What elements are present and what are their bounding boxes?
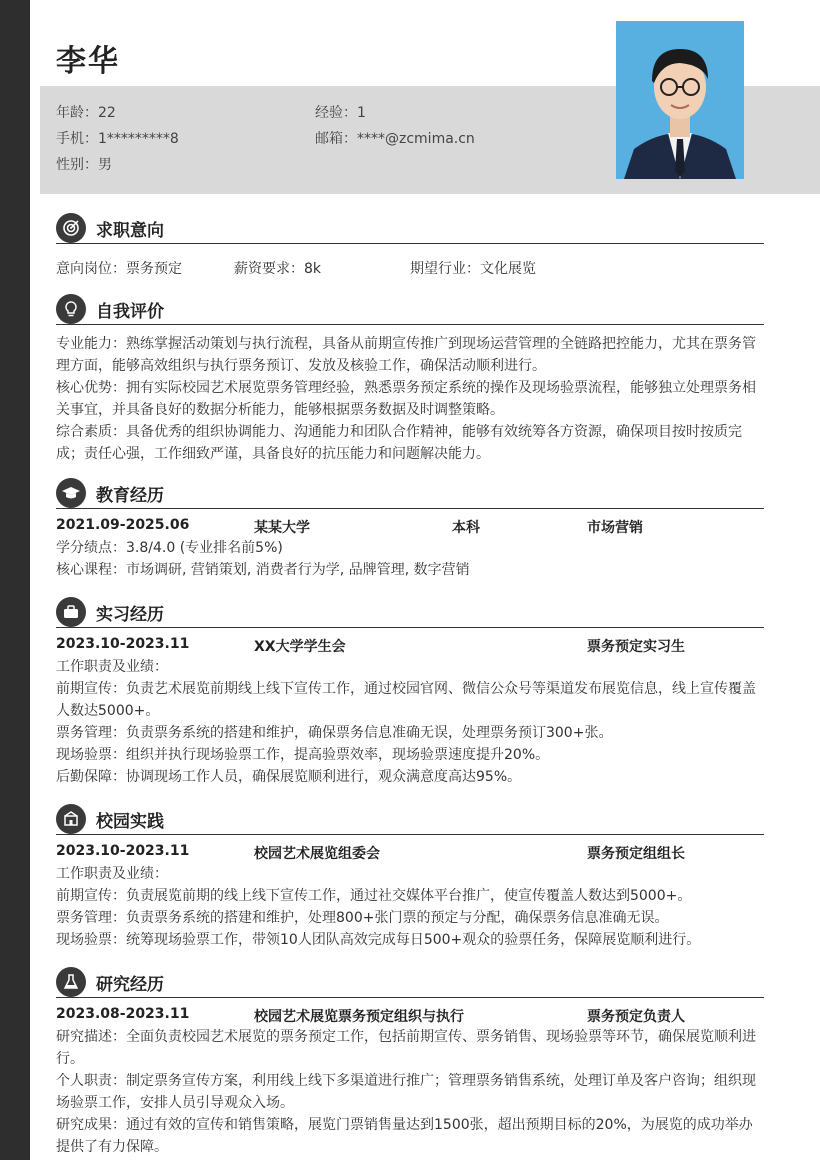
section-header	[56, 967, 764, 998]
section-self-evaluation	[56, 294, 764, 465]
internship-org: XX大学学生会	[254, 639, 346, 655]
candidate-name: 李华	[56, 44, 120, 79]
section-job-intent	[56, 213, 764, 278]
research-line: 研究成果：通过有效的宣传和销售策略，展览门票销售量达到1500张，超出预期目标的20%，为展览的成功举办提供了有力保障。	[56, 1117, 753, 1155]
section-internship	[56, 597, 764, 788]
section-header	[56, 213, 764, 244]
intent-position: 意向岗位：票务预定	[56, 261, 182, 277]
internship-line: 工作职责及业绩：	[56, 659, 168, 675]
intent-industry: 期望行业：文化展览	[410, 261, 536, 277]
internship-line: 后勤保障：协调现场工作人员，确保展览顺利进行，观众满意度高达95%。	[56, 769, 522, 785]
experience-field: 经验：1	[315, 105, 366, 121]
target-icon	[56, 213, 86, 243]
profile-photo	[616, 21, 744, 179]
section-title: 教育经历	[96, 486, 164, 506]
research-project: 校园艺术展览票务预定组织与执行	[254, 1009, 464, 1025]
age-field: 年龄：22	[56, 105, 116, 121]
campus-line: 工作职责及业绩：	[56, 866, 168, 882]
section-title: 校园实践	[96, 812, 164, 832]
section-title: 自我评价	[96, 302, 164, 322]
section-title: 实习经历	[96, 605, 164, 625]
flask-icon	[56, 967, 86, 997]
building-icon	[56, 804, 86, 834]
graduation-cap-icon	[56, 478, 86, 508]
left-sidebar-bar	[0, 0, 30, 1160]
self-eval-paragraph: 综合素质：具备优秀的组织协调能力、沟通能力和团队合作精神，能够有效统筹各方资源，确保项目按时按质完成；责任心强，工作细致严谨，具备良好的抗压能力和问题解决能力。	[56, 424, 742, 462]
self-eval-paragraph: 专业能力：熟练掌握活动策划与执行流程，具备从前期宣传推广到现场运营管理的全链路把控能力，尤其在票务管理方面，能够高效组织与执行票务预订、发放及核验工作，确保活动顺利进行。	[56, 336, 756, 374]
education-degree: 本科	[452, 520, 480, 536]
campus-line: 票务管理：负责票务系统的搭建和维护，处理800+张门票的预定与分配，确保票务信息准确无误。	[56, 910, 669, 926]
campus-line: 前期宣传：负责展览前期的线上线下宣传工作，通过社交媒体平台推广，使宣传覆盖人数达到5000+。	[56, 888, 692, 904]
campus-org: 校园艺术展览组委会	[254, 846, 380, 862]
research-date: 2023.08-2023.11	[56, 1006, 190, 1022]
section-education	[56, 478, 764, 581]
section-header	[56, 478, 764, 509]
education-major: 市场营销	[587, 520, 643, 536]
email-field: 邮箱：****@zcmima.cn	[315, 131, 475, 147]
research-role: 票务预定负责人	[587, 1009, 685, 1025]
research-line: 研究描述：全面负责校园艺术展览的票务预定工作，包括前期宣传、票务销售、现场验票等环节，确保展览顺利进行。	[56, 1029, 756, 1067]
phone-field: 手机：1*********8	[56, 131, 179, 147]
section-campus-practice	[56, 804, 764, 951]
gender-field: 性别：男	[56, 157, 112, 173]
internship-line: 票务管理：负责票务系统的搭建和维护，确保票务信息准确无误，处理票务预订300+张。	[56, 725, 613, 741]
education-line: 学分绩点：3.8/4.0 (专业排名前5%)	[56, 540, 283, 556]
internship-line: 现场验票：组织并执行现场验票工作，提高验票效率，现场验票速度提升20%。	[56, 747, 550, 763]
section-header	[56, 597, 764, 628]
briefcase-icon	[56, 597, 86, 627]
education-date: 2021.09-2025.06	[56, 517, 190, 533]
campus-date: 2023.10-2023.11	[56, 843, 190, 859]
internship-line: 前期宣传：负责艺术展览前期线上线下宣传工作，通过校园官网、微信公众号等渠道发布展览信息，线上宣传覆盖人数达5000+。	[56, 681, 756, 719]
section-header	[56, 294, 764, 325]
education-line: 核心课程：市场调研, 营销策划, 消费者行为学, 品牌管理, 数字营销	[56, 562, 470, 578]
section-title: 求职意向	[96, 221, 164, 241]
campus-line: 现场验票：统筹现场验票工作，带领10人团队高效完成每日500+观众的验票任务，保障展览顺利进行。	[56, 932, 701, 948]
education-school: 某某大学	[254, 520, 310, 536]
campus-role: 票务预定组组长	[587, 846, 685, 862]
intent-salary: 薪资要求：8k	[234, 261, 322, 277]
lightbulb-icon	[56, 294, 86, 324]
section-title: 研究经历	[96, 975, 164, 995]
internship-date: 2023.10-2023.11	[56, 636, 190, 652]
section-header	[56, 804, 764, 835]
section-research	[56, 967, 764, 1158]
self-eval-paragraph: 核心优势：拥有实际校园艺术展览票务管理经验，熟悉票务预定系统的操作及现场验票流程，能够独立处理票务相关事宜，并具备良好的数据分析能力，能够根据票务数据及时调整策略。	[56, 380, 756, 418]
research-line: 个人职责：制定票务宣传方案，利用线上线下多渠道进行推广；管理票务销售系统，处理订单及客户咨询；组织现场验票工作，安排人员引导观众入场。	[56, 1073, 756, 1111]
internship-role: 票务预定实习生	[587, 639, 685, 655]
